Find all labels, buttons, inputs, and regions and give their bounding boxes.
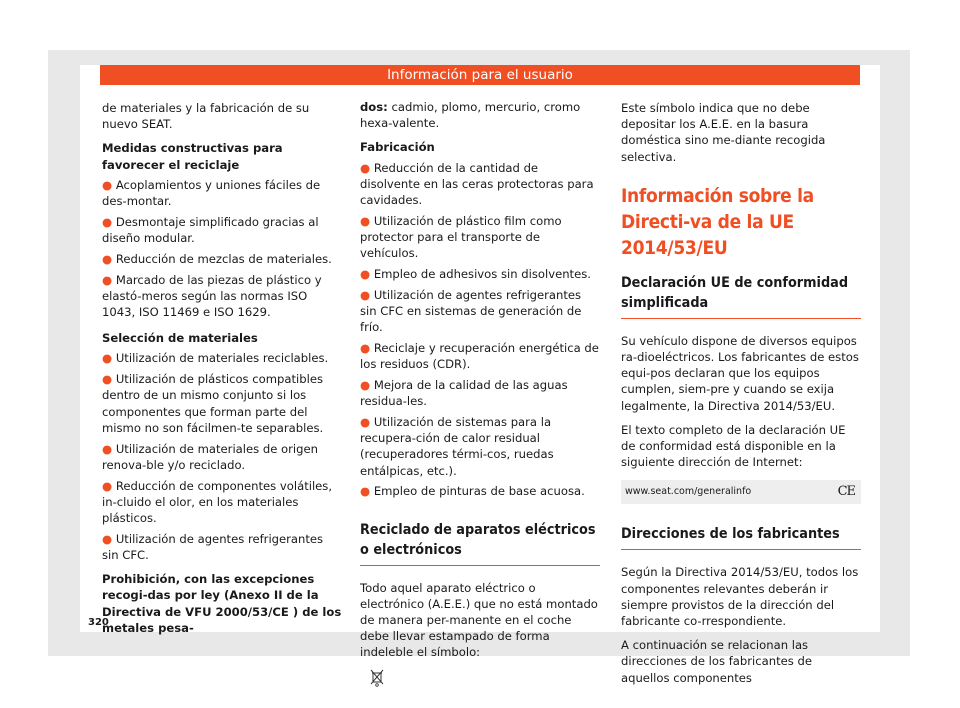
url-link[interactable]: www.seat.com/generalinfo xyxy=(625,486,752,498)
bullet-icon: ● xyxy=(102,272,116,287)
bullet-icon: ● xyxy=(102,531,116,546)
paragraph: dos: cadmio, plomo, mercurio, cromo hexa-valente. xyxy=(360,100,581,131)
paragraph: Según la Directiva 2014/53/EU, todos los componentes relevantes deberán ir siempre provistos de la dirección del fabricante co-rrespondiente. xyxy=(621,565,859,629)
bullet-icon: ● xyxy=(360,341,374,356)
bullet-icon: ● xyxy=(360,287,374,302)
bullet-list xyxy=(102,350,342,563)
bullet-icon: ● xyxy=(102,214,116,229)
list-item: ● Empleo de adhesivos sin disolventes. xyxy=(360,267,591,282)
subheading: Medidas constructivas para favorecer el reciclaje xyxy=(102,141,283,172)
paragraph: El texto completo de la declaración UE de conformidad está disponible en la siguiente dirección de Internet: xyxy=(621,422,846,470)
list-item: ● Utilización de plástico film como protector para el transporte de vehículos. xyxy=(360,213,562,261)
subheading: Fabricación xyxy=(360,140,435,155)
bullet-icon: ● xyxy=(360,378,374,393)
bullet-icon: ● xyxy=(360,484,374,499)
list-item: ● Utilización de materiales reciclables. xyxy=(102,351,329,366)
list-item: ● Utilización de plásticos compatibles dentro de un mismo conjunto si los componentes que forman parte del mismo no son fácilmen-te separables. xyxy=(102,372,324,435)
column-1 xyxy=(102,100,342,640)
url-box xyxy=(621,480,861,504)
paragraph: de materiales y la fabricación de su nuevo SEAT. xyxy=(102,101,310,132)
bullet-icon: ● xyxy=(360,213,374,228)
section-heading: Declaración UE de conformidad simplificada xyxy=(621,273,861,319)
page-header: Información para el usuario xyxy=(100,65,860,85)
paragraph: Todo aquel aparato eléctrico o electrónico (A.E.E.) que no está montado de manera per-manente en el coche debe llevar estampado de forma indeleble el símbolo: xyxy=(360,580,598,660)
list-item: ● Desmontaje simplificado gracias al diseño modular. xyxy=(102,214,319,246)
bullet-list xyxy=(102,177,342,320)
paragraph: A continuación se relacionan las direcciones de los fabricantes de aquellos componentes xyxy=(621,638,812,685)
list-item: ● Utilización de agentes refrigerantes sin CFC. xyxy=(102,531,324,563)
list-item: ● Empleo de pinturas de base acuosa. xyxy=(360,484,585,499)
bullet-icon: ● xyxy=(102,478,116,493)
crossed-out-wheelie-bin-icon xyxy=(370,669,600,691)
section-heading: Reciclado de aparatos eléctricos o electrónicos xyxy=(360,520,600,566)
list-item: ● Reducción de mezclas de materiales. xyxy=(102,251,332,266)
paragraph: Su vehículo dispone de diversos equipos ra-dioeléctricos. Los fabricantes de estos equi-pos declaran que los equipos cumplen, siem-pre y cuando se exija legalmente, la Directiva 2014/53/EU. xyxy=(621,333,859,413)
bullet-list xyxy=(360,160,600,500)
ce-mark-icon: CE xyxy=(837,484,855,500)
page-number: 320 xyxy=(88,617,109,628)
list-item: ● Mejora de la calidad de las aguas residua-les. xyxy=(360,378,568,409)
list-item: ● Reducción de la cantidad de disolvente en las ceras protectoras para cavidades. xyxy=(360,160,594,208)
list-item: ● Utilización de agentes refrigerantes sin CFC en sistemas de generación de frío. xyxy=(360,287,582,335)
bullet-icon: ● xyxy=(360,160,374,175)
list-item: ● Utilización de materiales de origen renova-ble y/o reciclado. xyxy=(102,441,318,472)
bullet-icon: ● xyxy=(102,251,116,266)
bullet-icon: ● xyxy=(102,372,116,387)
list-item: ● Acoplamientos y uniones fáciles de des-montar. xyxy=(102,177,321,209)
bullet-icon: ● xyxy=(102,351,116,366)
column-2 xyxy=(360,99,600,691)
bullet-icon: ● xyxy=(360,415,374,430)
list-item: ● Reciclaje y recuperación energética de los residuos (CDR). xyxy=(360,341,599,372)
subheading: Prohibición, con las excepciones recogi-das por ley (Anexo II de la Directiva de VFU 2000/53/CE ) de los metales pesa- xyxy=(102,572,342,635)
section-heading: Direcciones de los fabricantes xyxy=(621,524,861,550)
bullet-icon: ● xyxy=(102,441,116,456)
list-item: ● Reducción de componentes volátiles, in-cluido el olor, en los materiales plásticos. xyxy=(102,478,333,526)
subheading: Selección de materiales xyxy=(102,331,258,346)
list-item: ● Marcado de las piezas de plástico y elastó-meros según las normas ISO 1043, ISO 11469 e ISO 1629. xyxy=(102,272,322,320)
bullet-icon: ● xyxy=(102,177,116,192)
bullet-icon: ● xyxy=(360,267,374,282)
chapter-heading: Información sobre la Directi-va de la UE 2014/53/EU xyxy=(621,184,814,259)
list-item: ● Utilización de sistemas para la recupera-ción de calor residual (recuperadores térmi-cos, ruedas entálpicas, etc.). xyxy=(360,415,554,478)
column-3 xyxy=(621,100,861,694)
paragraph: Este símbolo indica que no debe depositar los A.E.E. en la basura doméstica sino me-diante recogida selectiva. xyxy=(621,101,826,164)
